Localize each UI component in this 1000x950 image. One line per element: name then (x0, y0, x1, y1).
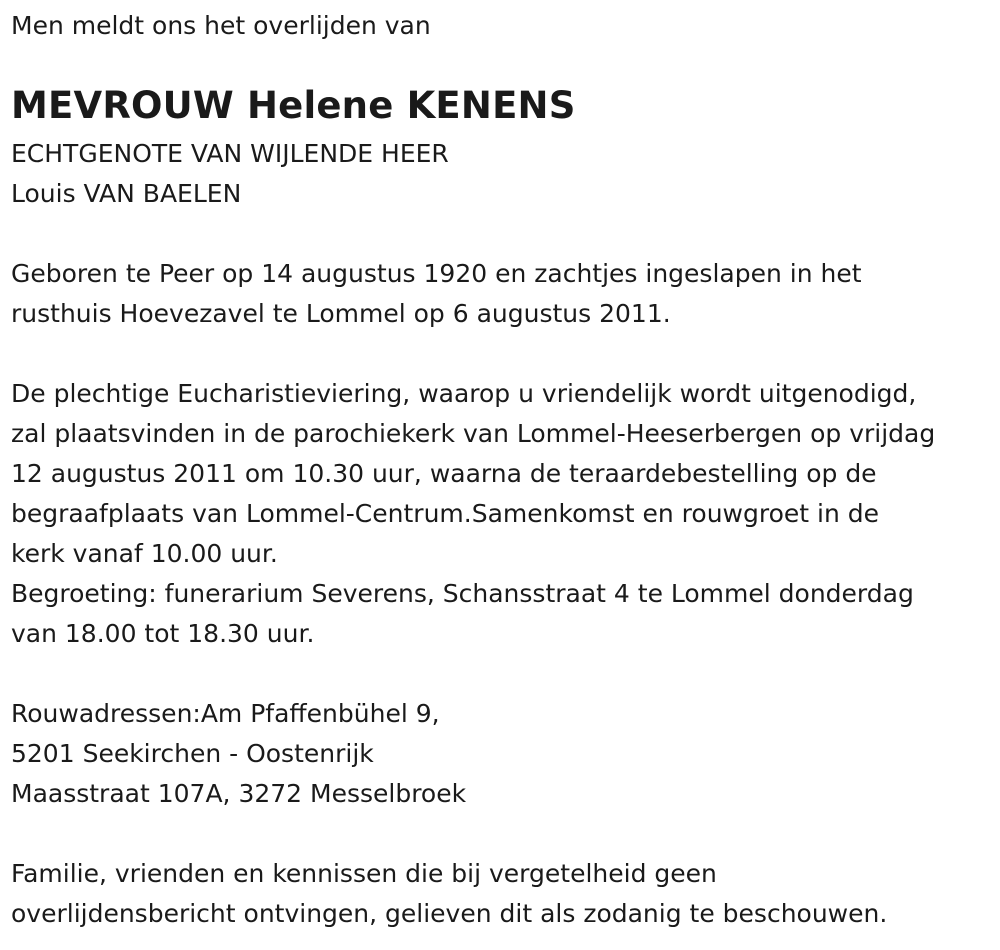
address-line: Maasstraat 107A, 3272 Messelbroek (11, 779, 467, 808)
deceased-name: MEVROUW Helene KENENS (11, 84, 576, 127)
spouse-line: Louis VAN BAELEN (11, 179, 242, 208)
spouse-section (11, 134, 449, 214)
mourning-addresses-section (11, 694, 466, 814)
intro-text: Men meldt ons het overlijden van (11, 11, 431, 40)
ceremony-line: zal plaatsvinden in de parochiekerk van Lommel-Heeserbergen op vrijdag (11, 419, 936, 448)
ceremony-line: kerk vanaf 10.00 uur. (11, 539, 278, 568)
address-line: 5201 Seekirchen - Oostenrijk (11, 739, 374, 768)
ceremony-line: 12 augustus 2011 om 10.30 uur, waarna de teraardebestelling op de (11, 459, 877, 488)
birth-death-line: Geboren te Peer op 14 augustus 1920 en zachtjes ingeslapen in het (11, 259, 862, 288)
family-note-line: Familie, vrienden en kennissen die bij vergetelheid geen (11, 859, 717, 888)
family-note-section (11, 854, 887, 934)
address-line: Rouwadressen:Am Pfaffenbühel 9, (11, 699, 440, 728)
birth-death-section (11, 254, 862, 334)
ceremony-line: begraafplaats van Lommel-Centrum.Samenkomst en rouwgroet in de (11, 499, 879, 528)
spouse-line: ECHTGENOTE VAN WIJLENDE HEER (11, 139, 449, 168)
ceremony-section (11, 374, 935, 654)
family-note-line: overlijdensbericht ontvingen, gelieven dit als zodanig te beschouwen. (11, 899, 888, 928)
visitation-line: Begroeting: funerarium Severens, Schansstraat 4 te Lommel donderdag (11, 579, 914, 608)
birth-death-line: rusthuis Hoevezavel te Lommel op 6 augustus 2011. (11, 299, 671, 328)
visitation-line: van 18.00 tot 18.30 uur. (11, 619, 315, 648)
ceremony-line: De plechtige Eucharistieviering, waarop u vriendelijk wordt uitgenodigd, (11, 379, 917, 408)
